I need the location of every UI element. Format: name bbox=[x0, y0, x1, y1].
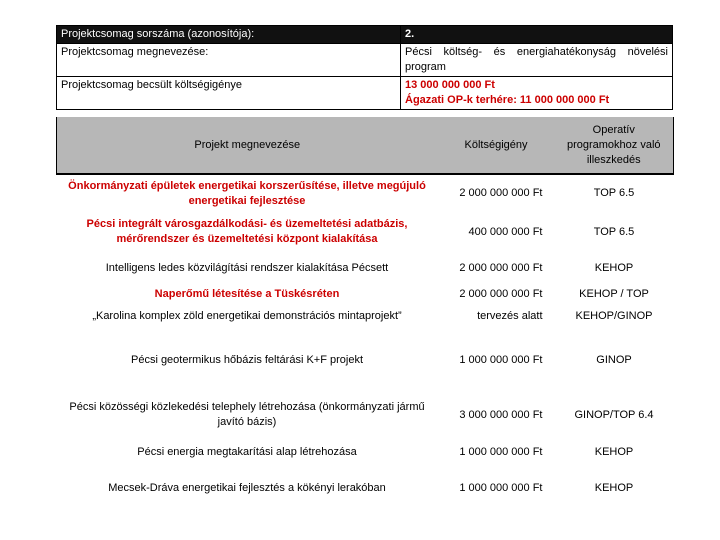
project-cost-cell: 1 000 000 000 Ft bbox=[459, 354, 543, 366]
package-cost-label: Projektcsomag becsült költségigénye bbox=[57, 77, 401, 110]
project-name-cell bbox=[57, 212, 438, 252]
project-op-cell: KEHOP bbox=[594, 481, 634, 494]
project-name-line2: mérőrendszer és üzemeltetési központ kialakítása bbox=[116, 233, 378, 245]
project-name-cell: Naperőmű létesítése a Tüskésréten bbox=[154, 288, 340, 300]
package-id-row bbox=[57, 26, 673, 44]
column-header-project-name: Projekt megnevezése bbox=[57, 117, 438, 174]
column-header-op-fit bbox=[555, 117, 674, 174]
package-cost-row bbox=[57, 77, 673, 110]
package-id-value: 2. bbox=[401, 26, 673, 44]
package-name-line2: program bbox=[405, 61, 446, 73]
package-name-label: Projektcsomag megnevezése: bbox=[57, 44, 401, 77]
column-header-op-line3: illeszkedés bbox=[586, 153, 641, 166]
project-op-cell: GINOP/TOP 6.4 bbox=[574, 408, 654, 421]
package-name-line1: Pécsi költség- és energiahatékonyság növelési bbox=[405, 46, 668, 58]
package-id-label: Projektcsomag sorszáma (azonosítója): bbox=[57, 26, 401, 44]
project-cost-cell: 2 000 000 000 Ft bbox=[459, 261, 543, 274]
table-row bbox=[57, 252, 674, 284]
project-name-line1: Önkormányzati épületek energetikai korszerűsítése, illetve megújuló bbox=[68, 179, 426, 192]
project-cost-cell: tervezés alatt bbox=[477, 310, 543, 322]
table-row bbox=[57, 174, 674, 212]
project-list-table bbox=[56, 117, 674, 509]
project-op-cell: TOP 6.5 bbox=[593, 187, 635, 199]
column-header-op-line1: Operatív bbox=[592, 123, 635, 136]
project-op-cell: KEHOP/GINOP bbox=[575, 310, 653, 322]
project-name-cell: Mecsek-Dráva energetikai fejlesztés a kökényi lerakóban bbox=[108, 481, 386, 494]
project-name-cell: Intelligens ledes közvilágítási rendszer kialakítása Pécsett bbox=[105, 261, 389, 274]
project-package-header-table bbox=[56, 25, 673, 110]
project-name-cell bbox=[57, 393, 438, 437]
project-op-cell: TOP 6.5 bbox=[593, 225, 635, 238]
project-name-cell: „Karolina komplex zöld energetikai demonstrációs mintaprojekt” bbox=[92, 310, 402, 322]
project-cost-cell: 1 000 000 000 Ft bbox=[459, 481, 543, 494]
project-cost-cell: 1 000 000 000 Ft bbox=[459, 445, 543, 458]
project-name-line2: energetikai fejlesztése bbox=[188, 194, 306, 207]
column-header-cost: Költségigény bbox=[438, 117, 555, 174]
project-cost-cell: 3 000 000 000 Ft bbox=[459, 408, 543, 421]
package-cost-value bbox=[401, 77, 673, 110]
project-op-cell: KEHOP bbox=[594, 261, 634, 274]
table-row bbox=[57, 437, 674, 467]
table-row bbox=[57, 393, 674, 437]
package-cost-total: 13 000 000 000 Ft bbox=[405, 79, 495, 91]
project-name-line1: Pécsi közösségi közlekedési telephely létrehozása (önkormányzati jármű bbox=[69, 401, 425, 413]
package-cost-sector: Ágazati OP-k terhére: 11 000 000 000 Ft bbox=[405, 94, 610, 106]
table-row bbox=[57, 284, 674, 305]
table-header-row bbox=[57, 117, 674, 174]
project-op-cell: GINOP bbox=[596, 354, 632, 366]
project-cost-cell: 400 000 000 Ft bbox=[468, 225, 543, 238]
project-op-cell: KEHOP / TOP bbox=[579, 288, 649, 300]
project-name-line1: Pécsi integrált városgazdálkodási- és üzemeltetési adatbázis, bbox=[86, 218, 408, 230]
column-header-op-line2: programokhoz való bbox=[566, 138, 661, 151]
table-row bbox=[57, 212, 674, 252]
table-row bbox=[57, 328, 674, 393]
project-op-cell: KEHOP bbox=[594, 445, 634, 458]
project-name-line2: javító bázis) bbox=[217, 416, 277, 428]
project-name-cell bbox=[57, 174, 438, 212]
project-cost-cell: 2 000 000 000 Ft bbox=[459, 288, 543, 300]
project-name-cell: Pécsi geotermikus hőbázis feltárási K+F projekt bbox=[130, 354, 364, 366]
table-row bbox=[57, 305, 674, 328]
package-name-value bbox=[401, 44, 673, 77]
package-name-row bbox=[57, 44, 673, 77]
project-name-cell: Pécsi energia megtakarítási alap létrehozása bbox=[137, 445, 357, 458]
project-cost-cell: 2 000 000 000 Ft bbox=[459, 187, 543, 199]
table-row bbox=[57, 467, 674, 509]
